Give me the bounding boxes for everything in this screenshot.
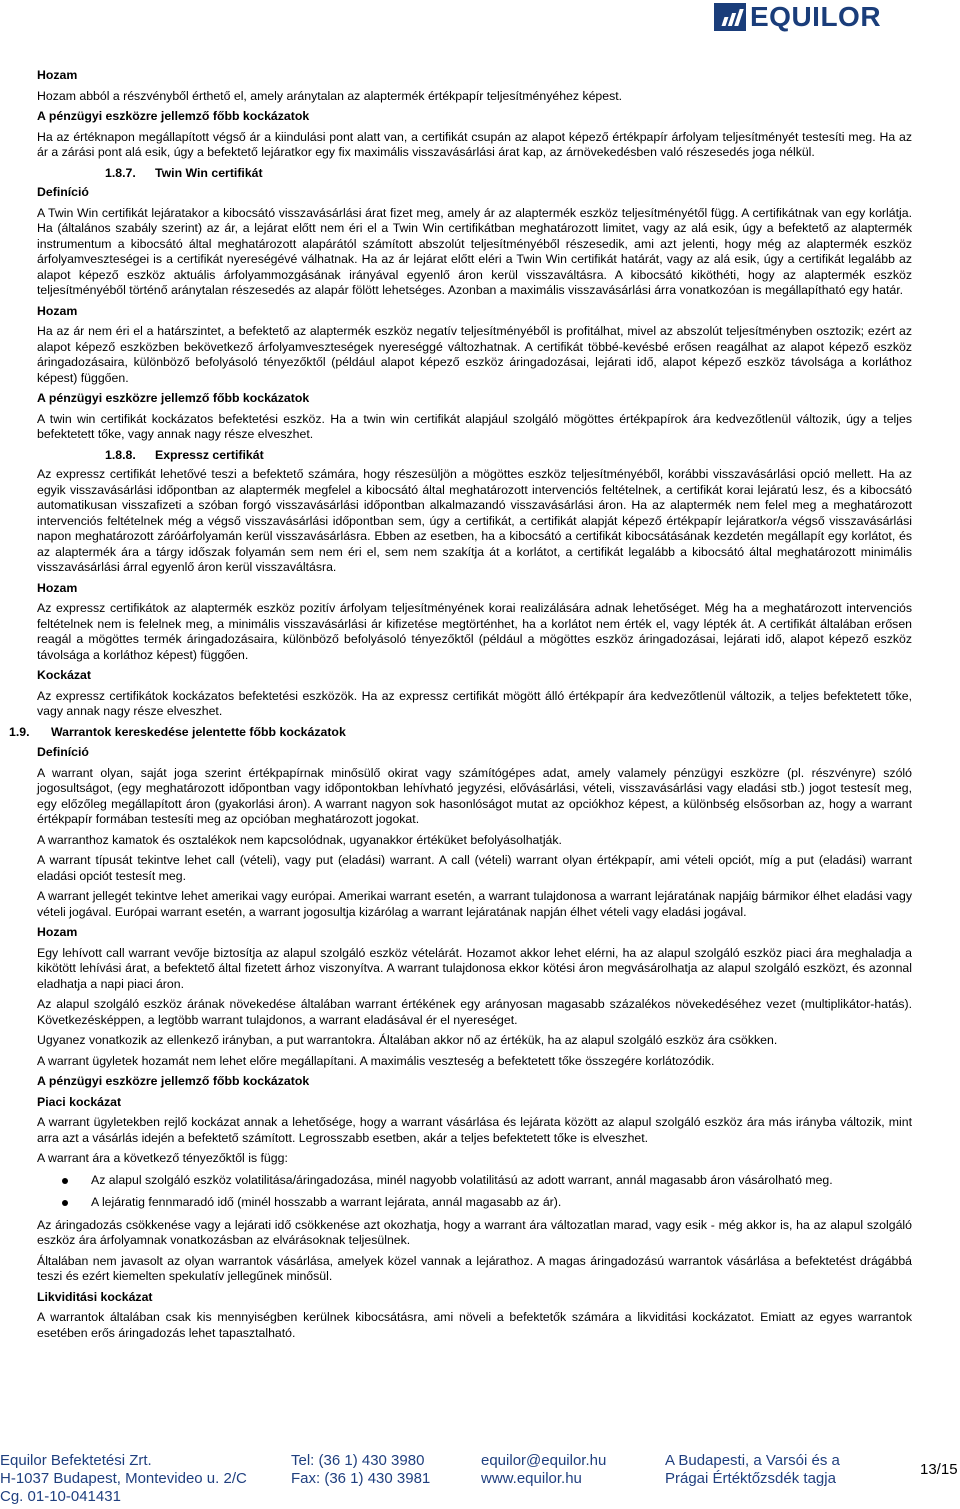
paragraph: A warrant jellegét tekintve lehet amerikai vagy európai. Amerikai warrant esetén, a warrant tulajdonosa a warrant lejáratának napjáig bármikor élhet eladási vagy vételi jogával. Európai warrant esetén, a warrant jogosultja kizárólag a warrant lejáratának napján élhet vételi vagy eladási jogával.	[37, 889, 912, 919]
paragraph: A warrant ára a következő tényezőktől is függ:	[37, 1151, 288, 1165]
paragraph: A Twin Win certifikát lejáratakor a kibocsátó visszavásárlási árat fizet meg, amely ár az alaptermék eszköz teljesítményétől függ. A certifikátnak van egy korlátja. Ha (általános szabály szerint) az ár, a lejárat előtt nem éri el a Twin Win certifikátban meghatározott limitet, vagy az alá esik, úgy a befektető az alaptermék instrumentum a kibocsátó által meghatározott alapárától számított abszolút teljesítményéből részesedik, ami azt jelenti, hogy még az alaptermék eszköz árfolyamveszteségei is a certifikát nyereségévé válhatnak. Ha az ár lejárat előtt eléri a Twin Win certifikát határát, vagy az alá esik, úgy a certifikát legalább az alapot képező eszköz aktuális árfolyammozgásának irányával egyenlő áron kerül visszaváltásra. A kibocsátó kiköthéti, hogy az alaptermék eszköz teljesítményéből történő aránytalan részesedés az alapár fölött lehetséges. Azonban a maximális visszavásárlási árra vonatkozóan is megállapítható egy határ.	[37, 205, 912, 297]
section-heading: Definíció	[37, 185, 89, 199]
paragraph: Az áringadozás csökkenése vagy a lejárati idő csökkenése azt okozhatja, hogy a warrant ára változatlan marad, vagy esik - még akkor is, ha az alapul szolgáló eszköz ára árfolyamnak vonatkozásban az elvárásoknak teljesülnek.	[37, 1217, 912, 1247]
section-heading: A pénzügyi eszközre jellemző főbb kockázatok	[37, 391, 310, 405]
footer-membership-line1: A Budapesti, a Varsói és a	[665, 1452, 840, 1469]
paragraph: A warrant ügyletek hozamát nem lehet előre megállapítani. A maximális veszteség a befektetett tőke összegére korlátozódik.	[37, 1053, 715, 1068]
section-heading: A pénzügyi eszközre jellemző főbb kockázatok	[37, 1074, 310, 1088]
paragraph: Ha az ár nem éri el a határszintet, a befektető az alaptermék eszköz negatív teljesítményéből is profitálhat, mivel az abszolút teljesítményben osztozik; ezért az alapot képező eszközben bekövetkező árfolyamveszteségek nyereséggé változhatnak. A certifikát többé-kevésbé erősen reagálhat az alapot képező eszköz áringadozásaira, különböző befolyásoló tényezőktől (például alapot képező eszköz áringadozásai, lejárati idő, alapot képező eszköz távolsága a korláthoz képest) függően.	[37, 324, 912, 385]
equilor-logo-mark-icon	[714, 3, 746, 31]
footer-contact-block	[481, 1452, 606, 1488]
paragraph: Az expressz certifikátok az alaptermék eszköz pozitív árfolyam teljesítményének korai realizálására adnak lehetőséget. Még ha a meghatározott intervenciós feltételnek nem is felelnek meg, a minimális visszavásárlási ár kifizetése megtörténhet, ha a korlátot nem érték el, vagy lépték át. A certifikát általában erősen reagál a mögöttes termék áringadozásaira, különböző befolyásoló tényezőktől (például a mögöttes eszköz áringadozásai, lejárati idő, alapot képező eszköz távolsága a korláthoz képest) függően.	[37, 601, 912, 662]
bullet-list	[37, 1173, 912, 1211]
equilor-logo-wordmark: EQUILOR	[750, 1, 882, 32]
paragraph: A twin win certifikát kockázatos befektetési eszköz. Ha a twin win certifikát alapjául szolgáló mögöttes értékpapírok ára kedvezőtlenül változik, úgy a teljes befektetett tőke, vagy annak nagy része elveszhet.	[37, 411, 912, 441]
section-heading: Likviditási kockázat	[37, 1289, 153, 1304]
footer-tel: Tel: (36 1) 430 3980	[291, 1452, 425, 1469]
paragraph: Általában nem javasolt az olyan warrantok vásárlása, amelyek közel vannak a lejárathoz. A magas áringadozású warrantok vásárlása a befektetést drágábbá teszi és ezért kiemelten spekulatív jellegűnek minősül.	[37, 1253, 912, 1283]
paragraph: Hozam abból a részvényből érthető el, amely aránytalan az alaptermék értékpapír teljesítményéhez képest.	[37, 88, 623, 103]
paragraph: Ugyanez vonatkozik az ellenkező irányban, a put warrantokra. Általában akkor nő az értékük, ha az alapul szolgáló eszköz ára csökken.	[37, 1033, 778, 1047]
paragraph: Az expressz certifikát lehetővé teszi a befektető számára, hogy részesüljön a mögöttes eszköz teljesítményéből, korábbi visszavásárlási opció mellett. Ha az egyik visszavásárlási időpontban az alaptermék megfelel a kibocsátó által meghatározott intervenciós feltételnek, a certifikát korai lejáratú lesz, és a kibocsátó automatikusan visszafizeti a szóban forgó visszavásárlási időpontban alkalmazandó visszavásárlási áron. Ha az alaptermék nem felel meg a meghatározott intervenciós feltételnek még a végső visszavásárlási időpontban sem, úgy a certifikát, a certifikát alapját képező értékpapír lejáratkor/a végső visszavásárlási napon meghatározott záróárfolyamán kerül visszavásárlásra. Ebben az esetben, ha a kibocsátó a certifikát kibocsátásának kezdetén megállapít egy korlátot, és az alaptermék ára a tárgy időszak folyamán sem nem éri el, sem nem szakítja át a korlátot, a certifikát legalább a kibocsátó által meghatározott minimális visszavásárlási árral egyenlő áron kerül visszaváltásra.	[37, 467, 912, 574]
footer-fax: Fax: (36 1) 430 3981	[291, 1470, 431, 1487]
footer-company-name: Equilor Befektetési Zrt.	[0, 1452, 152, 1469]
section-heading: A pénzügyi eszközre jellemző főbb kockázatok	[37, 109, 310, 123]
equilor-logo	[714, 3, 914, 33]
section-heading: Hozam	[37, 925, 78, 939]
paragraph: Az alapul szolgáló eszköz árának növekedése általában warrant értékének egy arányosan magasabb százalékos növekedéséhez vezet (multiplikátor-hatás). Következésképpen, a legtöbb warrant tulajdonos, a warrant eladásával ér el nyereséget.	[37, 997, 912, 1027]
heading-number: 1.8.7.	[105, 165, 136, 180]
footer-company-block	[0, 1452, 247, 1506]
footer-email-link[interactable]: equilor@equilor.hu	[481, 1452, 607, 1469]
section-heading: Definíció	[37, 745, 89, 759]
paragraph: Az expressz certifikátok kockázatos befektetési eszközök. Ha az expressz certifikát mögött álló értékpapír ára kedvezőtlenül változik, a teljes befektetett tőke, vagy annak nagy része elveszhet.	[37, 688, 912, 718]
heading-text: Warrantok kereskedése jelentette főbb kockázatok	[51, 724, 346, 739]
section-heading: Piaci kockázat	[37, 1094, 122, 1109]
paragraph: A warrantok általában csak kis mennyiségben kerülnek kibocsátásra, ami növeli a befektetők számára a likviditási kockázatot. Emiatt az egyes warrantok esetében erős áringadozás lehet tapasztalható.	[37, 1310, 912, 1340]
paragraph: A warrant olyan, saját joga szerint értékpapírnak minősülő okirat vagy számítógépes adat, amely valamely pénzügyi eszközre (pl. részvényre) szóló jogosultságot, (egy meghatározott időpontban vagy időpontokban lehívható jegyzési, elővásárlási, vételi, visszavásárlási vagy eladási stb.) jogot testesít meg, egy előzőleg megállapított áron (gyakorlási áron). A warrant nagyon sok hasonlóságot mutat az opciókhoz képest, a különbség elsősorban az, hogy a warrant értékpapír formában testesíti meg az opcióban meghatározott jogokat.	[37, 765, 912, 826]
paragraph: Egy lehívott call warrant vevője biztosítja az alapul szolgáló eszköz vételárát. Hozamot akkor lehet elérni, ha az alapul szolgáló eszköz piaci ára meghaladja a kikötött lehívási árat, a befektető által fizetett árhoz viszonyítva. A warrant tulajdonosa ekkor kötési áron megvásárolhatja az alapul szolgáló eszközt, és azonnal eladhatja a napi piaci áron.	[37, 945, 912, 991]
page-number: 13/15	[920, 1461, 958, 1478]
heading-number: 1.9.	[9, 724, 30, 739]
paragraph: Ha az értéknapon megállapított végső ár a kiindulási pont alatt van, a certifikát csupán az alapot képező értékpapír árfolyam teljesítményét testesíti meg. Ha az ár a zárási pont alá esik, úgy a befektető lejáratkor egy fix maximális visszavásárlási árat kap, az árnövekedésben való részesedés joga nélkül.	[37, 129, 912, 159]
section-heading: Kockázat	[37, 668, 91, 682]
page-footer	[0, 1452, 960, 1509]
bullet-list-item: Az alapul szolgáló eszköz volatilitása/áringadozása, minél nagyobb volatilitású az adott warrant, annál magasabb áron vásárolható meg.	[91, 1173, 912, 1189]
numbered-subsection-heading	[105, 448, 912, 464]
document-body	[9, 68, 912, 1346]
bullet-list-item: A lejáratig fennmaradó idő (minél hosszabb a warrant lejárata, annál magasabb az ár).	[91, 1195, 912, 1211]
heading-text: Expressz certifikát	[155, 447, 264, 462]
section-heading: Hozam	[37, 580, 78, 595]
footer-membership-block	[665, 1452, 840, 1488]
heading-text: Twin Win certifikát	[155, 165, 263, 180]
paragraph: A warrant ügyletekben rejlő kockázat annak a lehetősége, hogy a warrant vásárlása és lejárata között az alapul szolgáló eszköz ára más irányba változik, mint arra azt a vásárlás idején a befektető számított. Legrosszabb esetben, akár a teljes befektetett tőke is elveszhet.	[37, 1115, 912, 1145]
paragraph: A warranthoz kamatok és osztalékok nem kapcsolódnak, ugyanakkor értéküket befolyásolhatják.	[37, 832, 562, 847]
numbered-section-heading	[9, 725, 912, 741]
footer-membership-line2: Prágai Értéktőzsdék tagja	[665, 1470, 836, 1487]
paragraph: A warrant típusát tekintve lehet call (vételi), vagy put (eladási) warrant. A call (vételi) warrant olyan értékpapír, ami vételi opciót, míg a put (eladási) warrant eladási opciót testesít meg.	[37, 853, 912, 883]
section-heading: Hozam	[37, 303, 78, 318]
numbered-subsection-heading	[105, 166, 912, 182]
footer-phone-block	[291, 1452, 430, 1488]
heading-number: 1.8.8.	[105, 447, 136, 462]
footer-address: H-1037 Budapest, Montevideo u. 2/C	[0, 1470, 247, 1487]
footer-web-link[interactable]: www.equilor.hu	[481, 1470, 582, 1487]
section-heading: Hozam	[37, 68, 78, 82]
footer-registration: Cg. 01-10-041431	[0, 1488, 121, 1505]
